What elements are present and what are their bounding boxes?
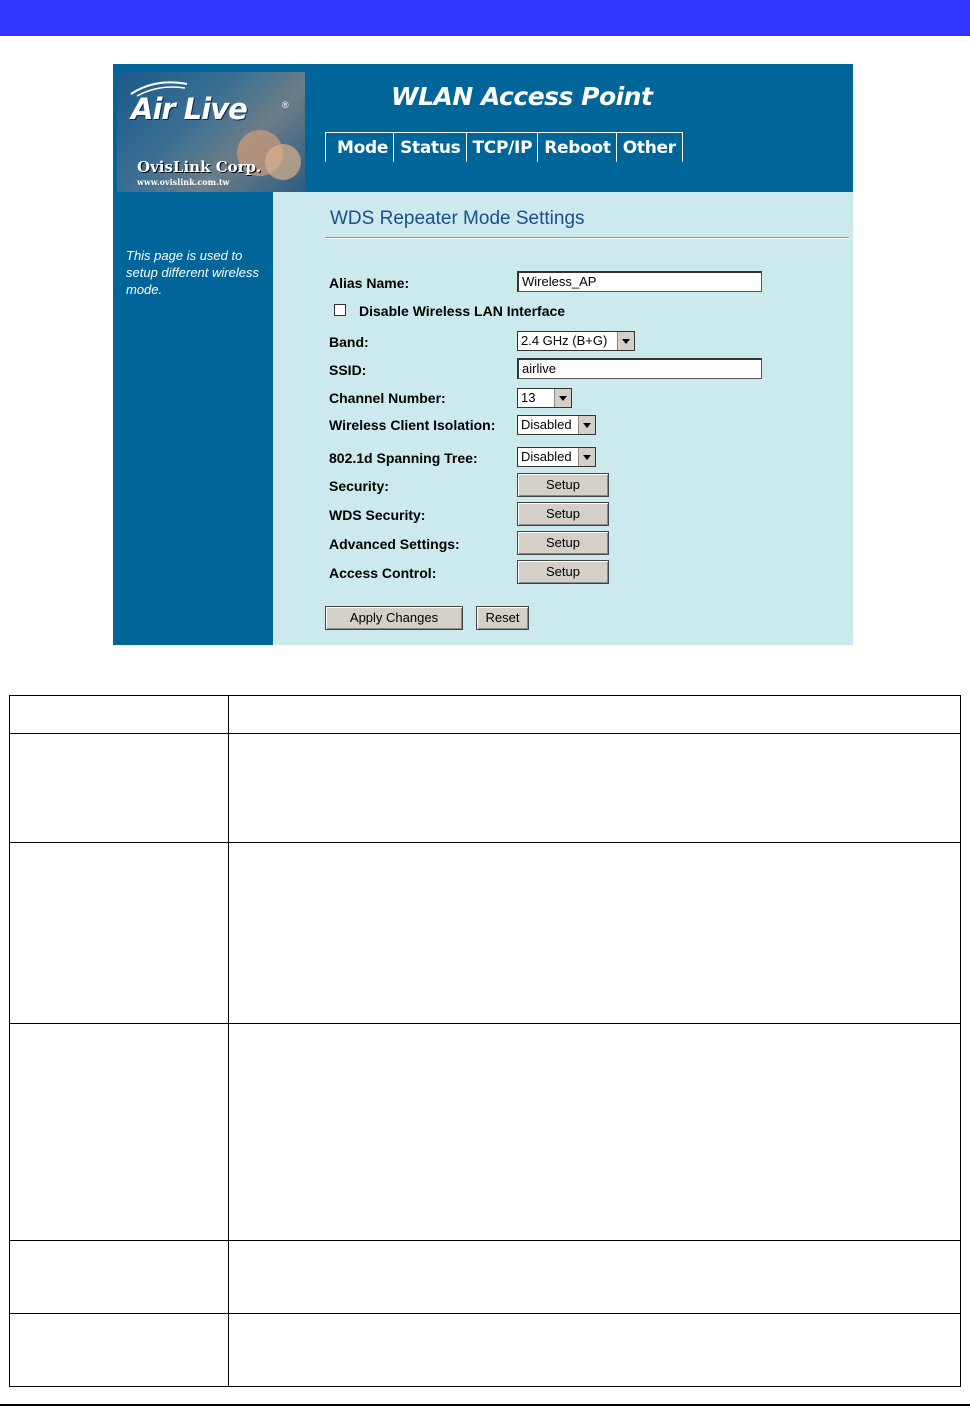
table-row (10, 1314, 961, 1387)
band-select[interactable] (517, 331, 635, 351)
table-cell (229, 734, 961, 843)
table-row (10, 1241, 961, 1314)
table-cell (229, 1314, 961, 1387)
access-control-label: Access Control: (329, 565, 437, 581)
wds-security-setup-button[interactable]: Setup (517, 502, 609, 526)
nav-tcpip[interactable]: TCP/IP (466, 132, 539, 162)
page-title: WDS Repeater Mode Settings (330, 208, 585, 229)
chevron-down-icon (617, 332, 634, 350)
band-select-value: 2.4 GHz (B+G) (521, 333, 608, 348)
ssid-input[interactable]: airlive (517, 358, 762, 379)
table-row (10, 1024, 961, 1241)
nav-status[interactable]: Status (393, 132, 466, 162)
table-row (10, 696, 961, 734)
disable-wlan-label: Disable Wireless LAN Interface (359, 303, 566, 319)
channel-select-value: 13 (521, 390, 536, 405)
disable-wlan-checkbox[interactable] (334, 304, 346, 316)
nav-other[interactable]: Other (616, 132, 683, 162)
chevron-down-icon (578, 448, 595, 466)
chevron-down-icon (554, 389, 571, 407)
page-header-bar (0, 0, 970, 36)
table-row (10, 843, 961, 1024)
client-isolation-select[interactable] (517, 415, 596, 435)
alias-name-input[interactable]: Wireless_AP (517, 271, 762, 292)
logo-brand-text: Air Live (131, 92, 247, 126)
table-cell (229, 1024, 961, 1241)
logo-company-name: OvisLink Corp. (137, 158, 262, 176)
advanced-settings-label: Advanced Settings: (329, 536, 460, 552)
description-table (9, 695, 961, 1387)
spanning-tree-label: 802.1d Spanning Tree: (329, 450, 478, 466)
app-title: WLAN Access Point (391, 82, 653, 111)
page-footer-rule (0, 1404, 970, 1406)
channel-select[interactable] (517, 388, 572, 408)
access-control-setup-button[interactable]: Setup (517, 560, 609, 584)
table-cell (10, 843, 229, 1024)
channel-number-label: Channel Number: (329, 390, 446, 406)
table-cell (10, 1314, 229, 1387)
nav-reboot[interactable]: Reboot (537, 132, 616, 162)
alias-name-label: Alias Name: (329, 275, 410, 291)
table-cell (229, 1241, 961, 1314)
nav-mode[interactable]: Mode (325, 132, 394, 162)
apply-changes-button[interactable]: Apply Changes (325, 606, 463, 630)
wds-security-label: WDS Security: (329, 507, 426, 523)
table-cell (10, 734, 229, 843)
table-cell (229, 843, 961, 1024)
spanning-tree-select[interactable] (517, 447, 596, 467)
advanced-setup-button[interactable]: Setup (517, 531, 609, 555)
main-nav (326, 132, 683, 162)
security-label: Security: (329, 478, 389, 494)
ap-header (113, 64, 853, 192)
client-isolation-label: Wireless Client Isolation: (329, 417, 496, 433)
band-label: Band: (329, 334, 369, 350)
ssid-label: SSID: (329, 362, 367, 378)
table-row (10, 734, 961, 843)
settings-panel (273, 192, 853, 645)
access-point-screenshot (113, 64, 853, 645)
security-setup-button[interactable]: Setup (517, 473, 609, 497)
logo-company-url: www.ovislink.com.tw (137, 177, 230, 187)
client-isolation-value: Disabled (521, 417, 572, 432)
sidebar-help-text: This page is used to setup different wireless mode. (126, 248, 259, 297)
table-cell (10, 696, 229, 734)
table-cell (10, 1241, 229, 1314)
spanning-tree-value: Disabled (521, 449, 572, 464)
table-cell (10, 1024, 229, 1241)
ap-sidebar (113, 192, 273, 645)
table-cell (229, 696, 961, 734)
reset-button[interactable]: Reset (476, 606, 529, 630)
title-divider (325, 237, 849, 239)
chevron-down-icon (578, 416, 595, 434)
airlive-logo: Air Live ® OvisLink Corp. www.ovislink.com.tw (117, 72, 305, 192)
